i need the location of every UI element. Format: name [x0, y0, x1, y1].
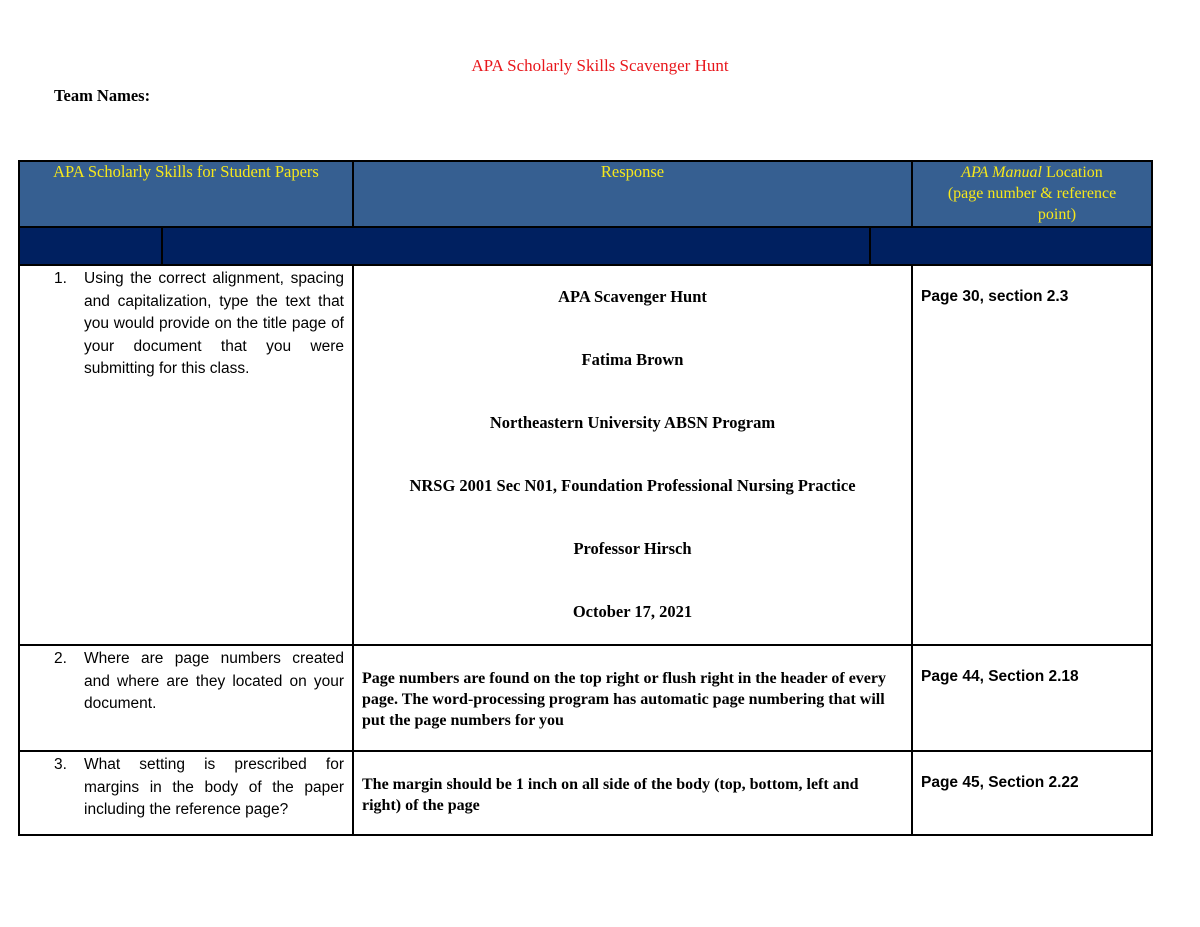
- header-location: [912, 161, 1152, 227]
- response-line: NRSG 2001 Sec N01, Foundation Professional Nursing Practice: [409, 476, 856, 495]
- response-cell: Page numbers are found on the top right or flush right in the header of every page. The word-processing program has automatic page numbering that will put the page numbers for you: [353, 645, 912, 751]
- question-text: What setting is prescribed for margins in the body of the paper including the reference page?: [84, 756, 344, 818]
- band-segment: [20, 228, 163, 264]
- table-row: [19, 645, 1152, 751]
- header-response: Response: [353, 161, 912, 227]
- question-cell: [19, 645, 353, 751]
- band-segment: [163, 228, 871, 264]
- header-location-line2: (page number & reference: [947, 185, 1117, 202]
- header-location-italic: APA Manual: [961, 164, 1042, 181]
- location-cell: Page 30, section 2.3: [912, 265, 1152, 645]
- document-title: APA Scholarly Skills Scavenger Hunt: [471, 56, 729, 75]
- header-location-rest: Location: [1041, 164, 1103, 181]
- response-line: October 17, 2021: [572, 602, 693, 621]
- table-row: [19, 265, 1152, 645]
- response-cell: The margin should be 1 inch on all side of the body (top, bottom, left and right) of the page: [353, 751, 912, 835]
- location-cell: Page 45, Section 2.22: [912, 751, 1152, 835]
- table-row: [19, 751, 1152, 835]
- question-cell: [19, 751, 353, 835]
- response-line: Fatima Brown: [581, 350, 684, 369]
- response-line: Northeastern University ABSN Program: [489, 413, 776, 432]
- question-number: 3.: [54, 756, 67, 773]
- question-text: Where are page numbers created and where are they located on your document.: [84, 650, 344, 712]
- header-location-line3: point): [1037, 206, 1077, 223]
- location-cell: Page 44, Section 2.18: [912, 645, 1152, 751]
- response-line: Professor Hirsch: [573, 539, 692, 558]
- response-cell: [353, 265, 912, 645]
- header-skills: APA Scholarly Skills for Student Papers: [19, 161, 353, 227]
- question-text: Using the correct alignment, spacing and capitalization, type the text that you would provide on the title page of your document that you were submitting for this class.: [84, 270, 344, 377]
- question-number: 1.: [54, 270, 67, 287]
- question-number: 2.: [54, 650, 67, 667]
- band-segment: [871, 228, 1151, 264]
- response-line: APA Scavenger Hunt: [558, 287, 707, 306]
- scavenger-hunt-table: [18, 160, 1153, 836]
- table-band-row: [19, 227, 1152, 265]
- table-header-row: [19, 161, 1152, 227]
- question-cell: [19, 265, 353, 645]
- team-names-label: Team Names:: [54, 86, 151, 105]
